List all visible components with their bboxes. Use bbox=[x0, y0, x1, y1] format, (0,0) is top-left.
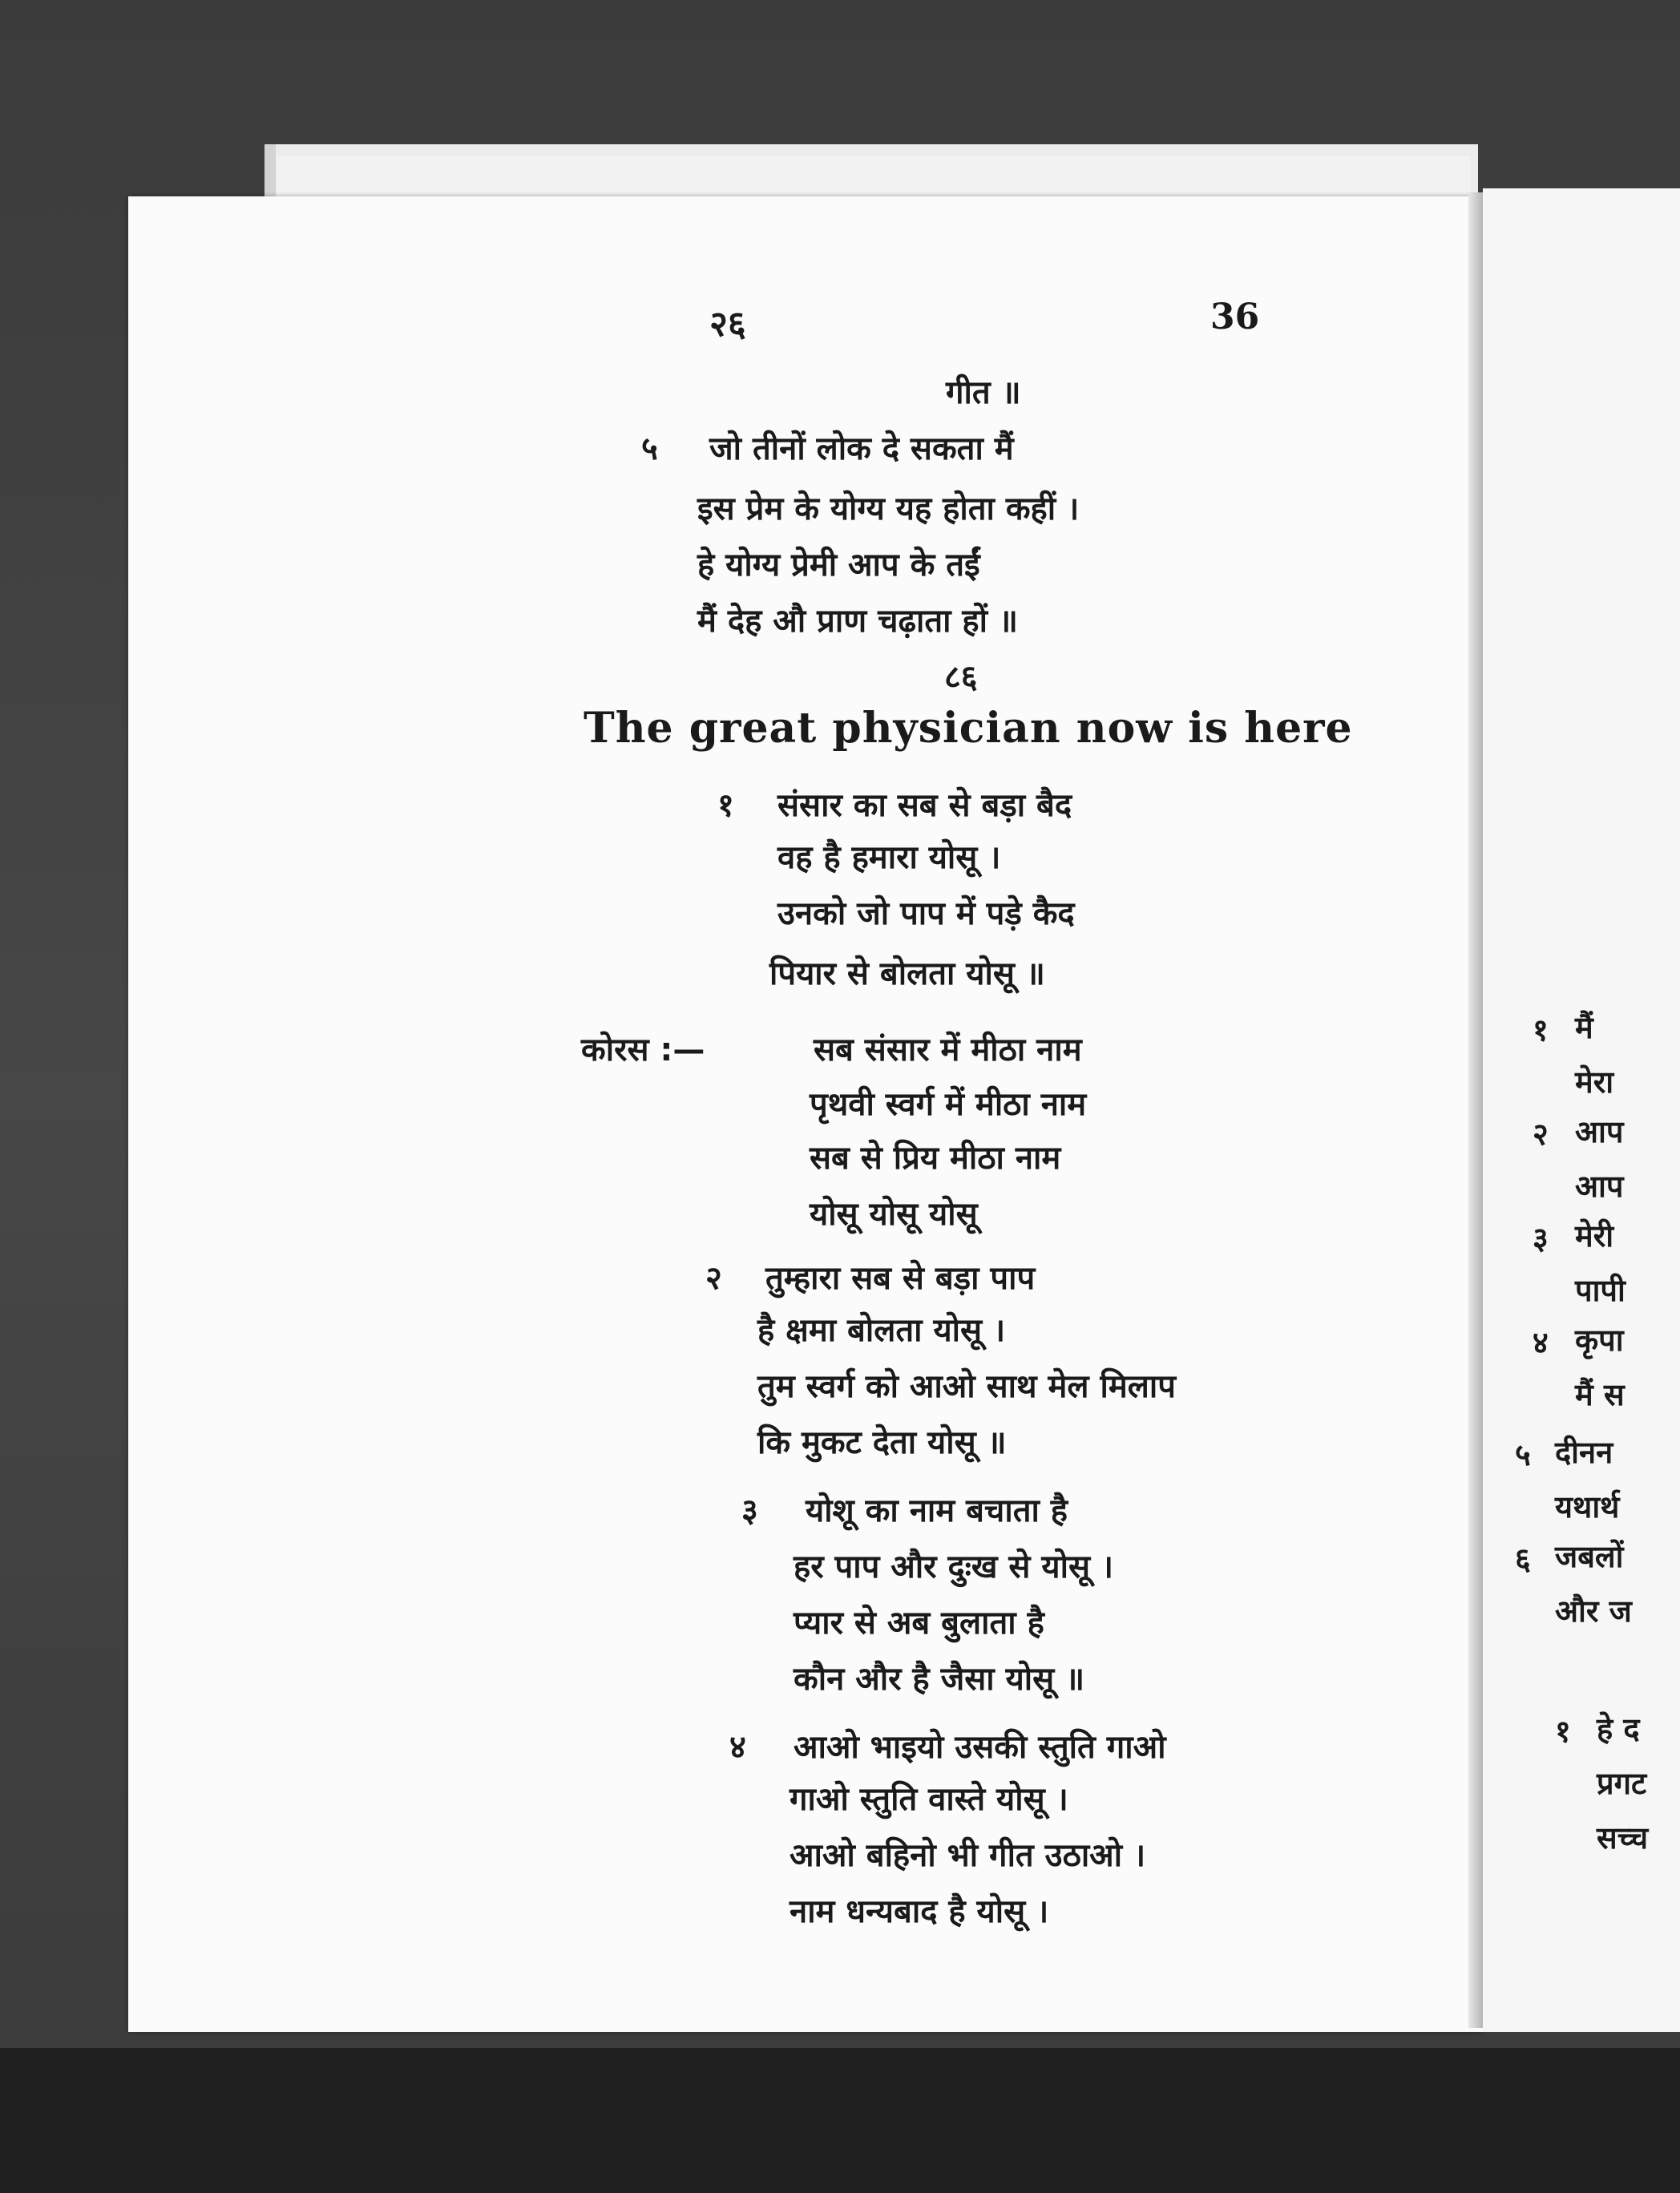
right-verse-number: २ bbox=[1533, 1117, 1549, 1152]
verse-line: जो तीनों लोक दे सकता मैं bbox=[709, 430, 1014, 467]
hymn-number: ८६ bbox=[944, 659, 978, 696]
right-line: और ज bbox=[1555, 1593, 1632, 1629]
verse-line: संसार का सब से बड़ा बैद bbox=[777, 787, 1072, 824]
right-line: सच्च bbox=[1597, 1820, 1649, 1856]
right-line: मेरी bbox=[1575, 1218, 1614, 1254]
right-line: पापी bbox=[1575, 1273, 1625, 1308]
right-verse-number: ६ bbox=[1515, 1541, 1531, 1577]
verse-line: हे योग्य प्रेमी आप के तईं bbox=[697, 547, 980, 584]
chorus-label: कोरस :— bbox=[581, 1032, 705, 1068]
verse-line: तुम स्वर्ग को आओ साथ मेल मिलाप bbox=[757, 1368, 1176, 1405]
right-line: यथार्थ bbox=[1555, 1489, 1620, 1525]
verse-line: हर पाप और दुःख से योसू । bbox=[794, 1549, 1114, 1585]
hymn-english-title: The great physician now is here bbox=[584, 704, 1353, 753]
right-verse-number: १ bbox=[1533, 1012, 1549, 1048]
hymn-title: गीत ॥ bbox=[946, 374, 1021, 411]
right-line: आप bbox=[1575, 1114, 1624, 1149]
verse-line: आओ बहिनो भी गीत उठाओ । bbox=[790, 1837, 1146, 1874]
right-line: कृपा bbox=[1575, 1323, 1624, 1358]
verse-line: है क्षमा बोलता योसू । bbox=[757, 1312, 1006, 1349]
verse-number: ५ bbox=[641, 430, 658, 467]
right-line: हे द bbox=[1597, 1711, 1640, 1747]
verse-number: २ bbox=[705, 1260, 722, 1297]
chorus-line: सब से प्रिय मीठा नाम bbox=[810, 1140, 1061, 1177]
verse-line: आओ भाइयो उसकी स्तुति गाओ bbox=[794, 1729, 1166, 1766]
chorus-line: सब संसार में मीठा नाम bbox=[814, 1032, 1082, 1068]
verse-line: वह है हमारा योसू । bbox=[777, 839, 1001, 876]
right-line: आप bbox=[1575, 1169, 1624, 1204]
right-line: दीनन bbox=[1555, 1435, 1613, 1470]
verse-line: योशू का नाम बचाता है bbox=[806, 1492, 1068, 1529]
scanner-bed-edge bbox=[0, 2048, 1680, 2193]
right-line: जबलों bbox=[1555, 1539, 1624, 1574]
verse-number: १ bbox=[717, 787, 734, 824]
verse-line: कि मुकट देता योसू ॥ bbox=[757, 1424, 1007, 1461]
verse-line: गाओ स्तुति वास्ते योसू । bbox=[790, 1781, 1068, 1818]
verse-line: नाम धन्यबाद है योसू । bbox=[790, 1893, 1049, 1930]
right-verse-number: १ bbox=[1555, 1714, 1571, 1749]
verse-number: ३ bbox=[741, 1492, 758, 1529]
right-line: मेरा bbox=[1575, 1064, 1614, 1100]
verse-line: तुम्हारा सब से बड़ा पाप bbox=[765, 1260, 1036, 1297]
verse-line: कौन और है जैसा योसू ॥ bbox=[794, 1661, 1085, 1698]
verse-line: पियार से बोलता योसू ॥ bbox=[769, 955, 1045, 992]
verse-line: इस प्रेम के योग्य यह होता कहीं । bbox=[697, 491, 1080, 527]
right-verse-number: ४ bbox=[1533, 1325, 1549, 1360]
page-number: 36 bbox=[1210, 297, 1260, 337]
right-line: मैं bbox=[1575, 1010, 1593, 1045]
verse-line: प्यार से अब बुलाता है bbox=[794, 1605, 1044, 1642]
verse-line: मैं देह औ प्राण चढ़ाता हों ॥ bbox=[697, 603, 1018, 640]
chorus-line: योसू योसू योसू bbox=[810, 1196, 978, 1233]
chorus-line: पृथवी स्वर्ग में मीठा नाम bbox=[810, 1086, 1087, 1123]
right-line: प्रगट bbox=[1597, 1766, 1647, 1801]
right-line: मैं स bbox=[1575, 1377, 1625, 1412]
page-number-devanagari: २६ bbox=[709, 304, 746, 345]
verse-number: ४ bbox=[729, 1729, 746, 1766]
right-verse-number: ५ bbox=[1515, 1437, 1531, 1472]
verse-line: उनको जो पाप में पड़े कैद bbox=[777, 895, 1075, 932]
right-verse-number: ३ bbox=[1533, 1221, 1549, 1256]
right-page bbox=[1483, 188, 1680, 2032]
